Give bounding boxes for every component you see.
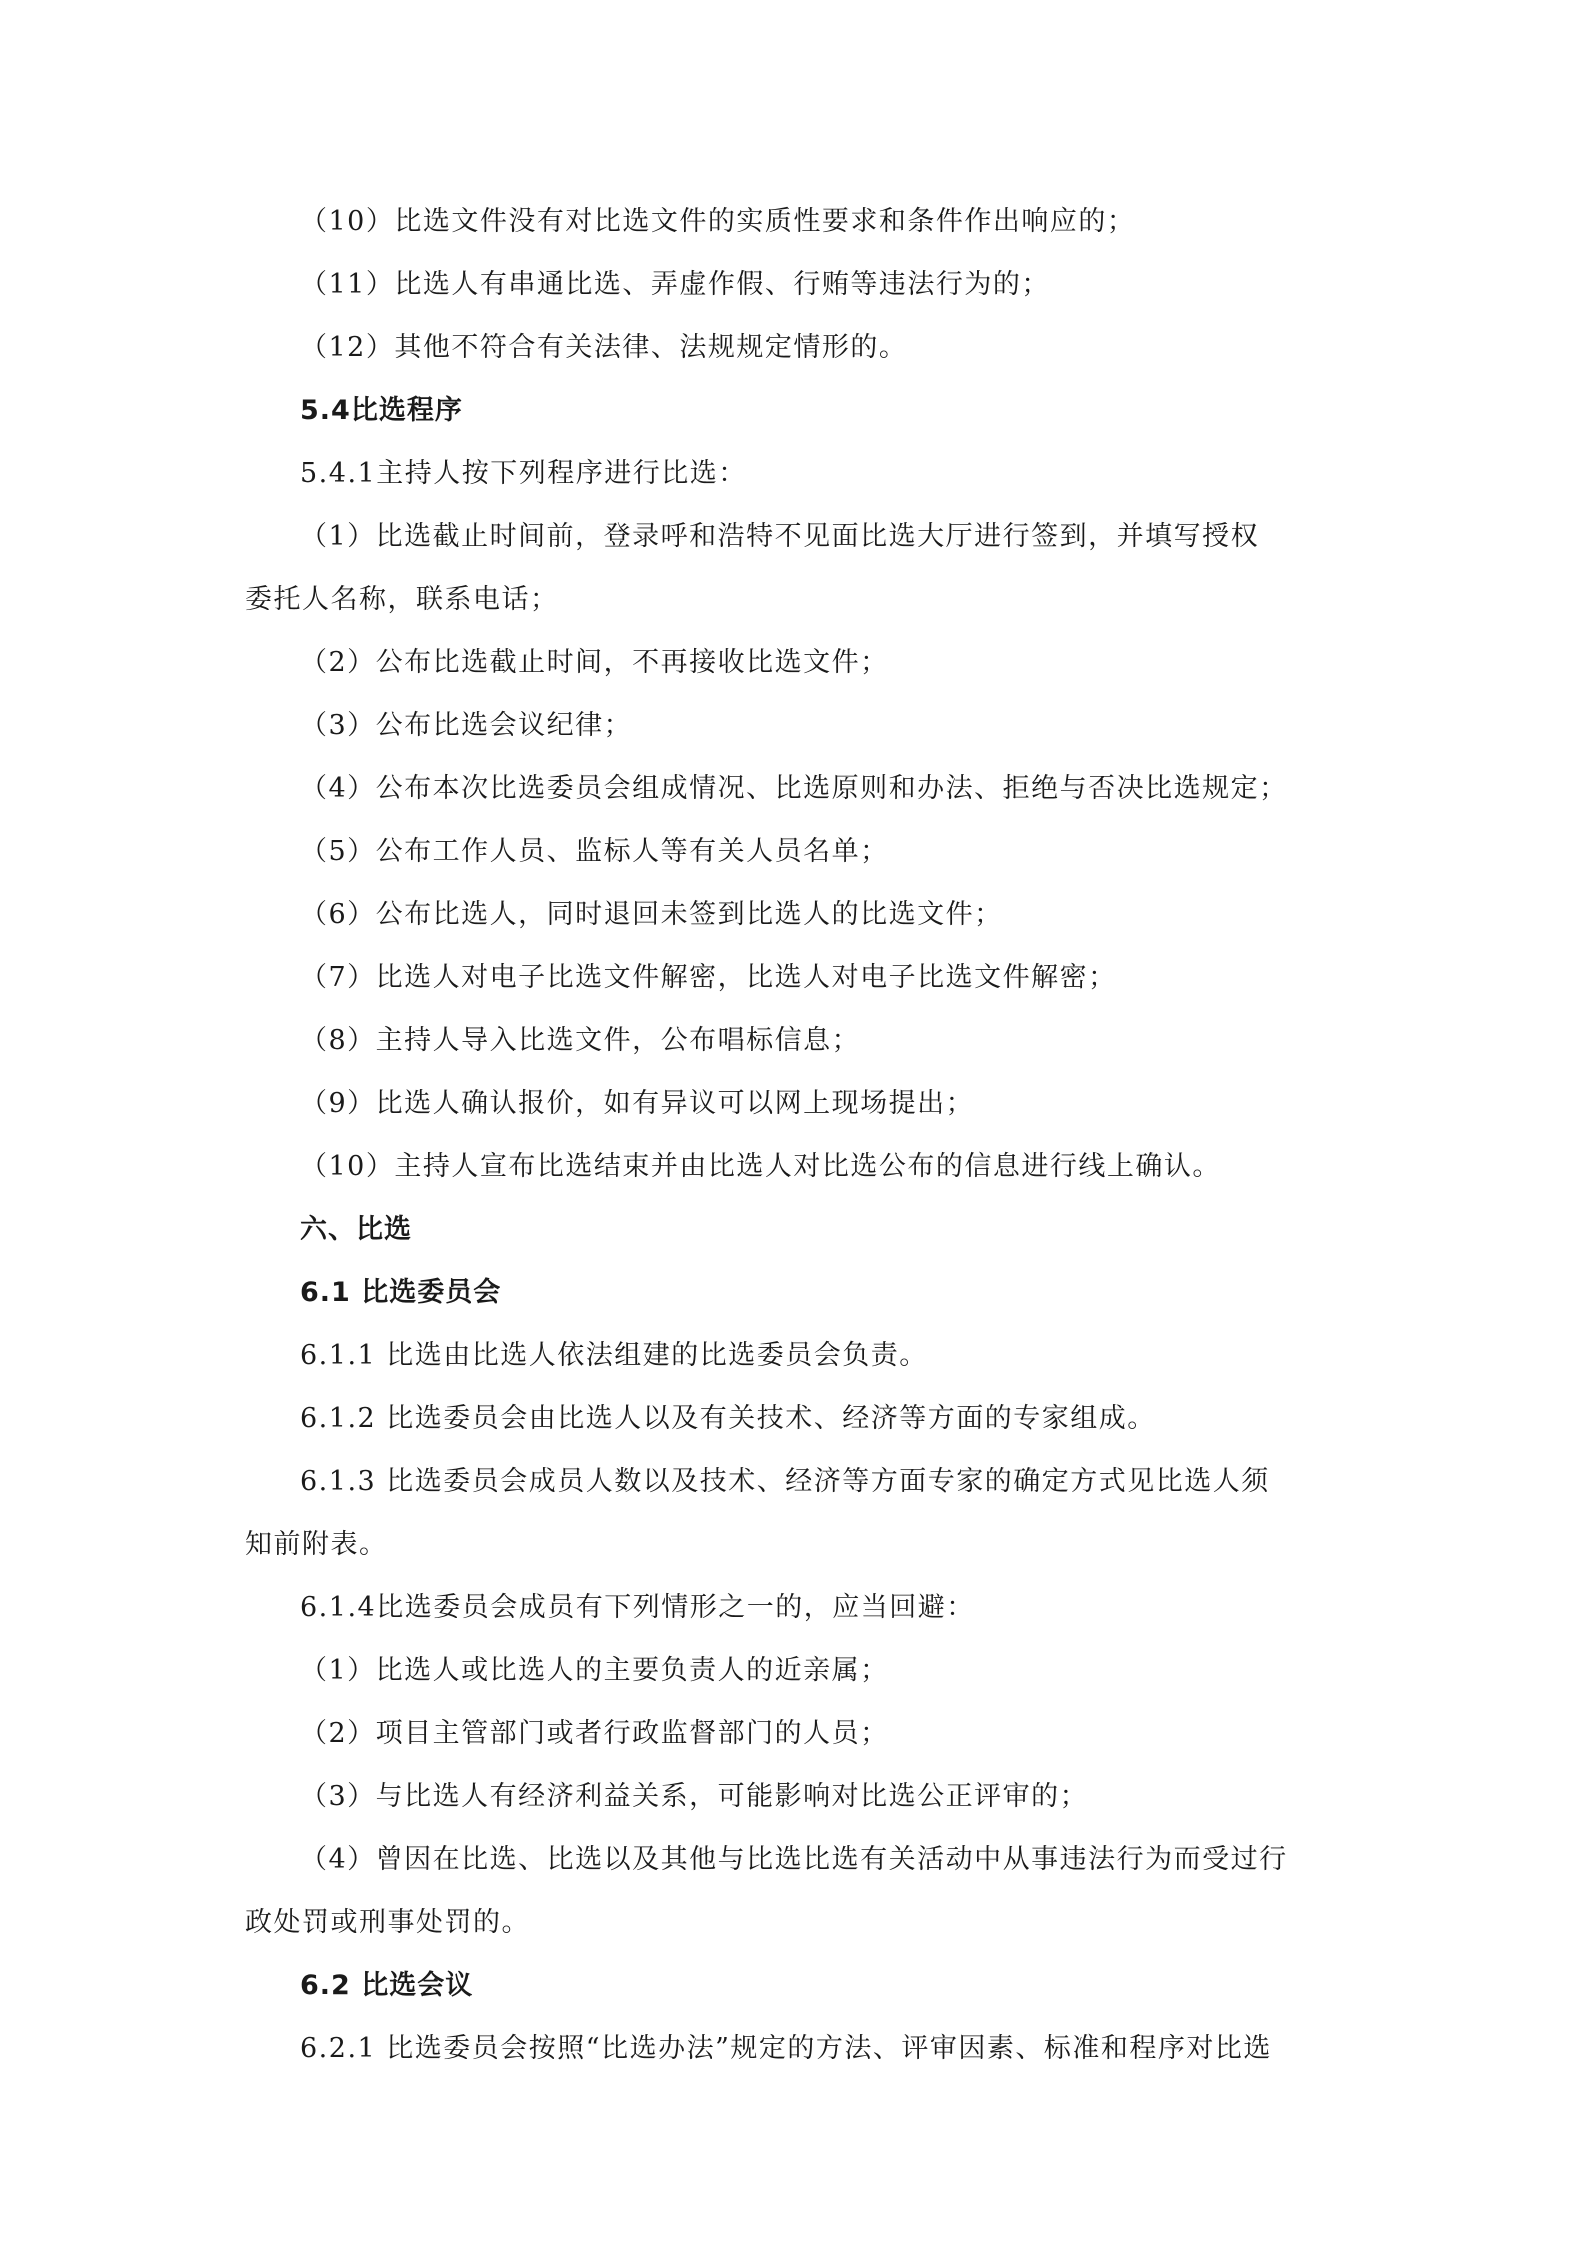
paragraph-line: （2）公布比选截止时间，不再接收比选文件；	[300, 647, 889, 678]
paragraph-line: 6.2.1 比选委员会按照“比选办法”规定的方法、评审因素、标准和程序对比选	[300, 2033, 1272, 2064]
paragraph-line: （6）公布比选人，同时退回未签到比选人的比选文件；	[300, 899, 1003, 930]
paragraph-line: （10）比选文件没有对比选文件的实质性要求和条件作出响应的；	[300, 206, 1136, 237]
paragraph-line: 6.1.1 比选由比选人依法组建的比选委员会负责。	[300, 1340, 928, 1371]
section-heading: 6.1 比选委员会	[300, 1277, 502, 1308]
paragraph-line: 政处罚或刑事处罚的。	[245, 1907, 530, 1938]
paragraph-line: 6.1.4比选委员会成员有下列情形之一的，应当回避：	[300, 1592, 975, 1623]
paragraph-line: （8）主持人导入比选文件，公布唱标信息；	[300, 1025, 861, 1056]
paragraph-line: （11）比选人有串通比选、弄虚作假、行贿等违法行为的；	[300, 269, 1050, 300]
paragraph-line: （7）比选人对电子比选文件解密，比选人对电子比选文件解密；	[300, 962, 1117, 993]
section-heading: 6.2 比选会议	[300, 1970, 474, 2001]
paragraph-line: （9）比选人确认报价，如有异议可以网上现场提出；	[300, 1088, 975, 1119]
paragraph-line: 委托人名称，联系电话；	[245, 584, 559, 615]
paragraph-line: （12）其他不符合有关法律、法规规定情形的。	[300, 332, 908, 363]
paragraph-line: （4）曾因在比选、比选以及其他与比选比选有关活动中从事违法行为而受过行	[300, 1844, 1288, 1875]
paragraph-line: （2）项目主管部门或者行政监督部门的人员；	[300, 1718, 889, 1749]
paragraph-line: （5）公布工作人员、监标人等有关人员名单；	[300, 836, 889, 867]
paragraph-line: （1）比选截止时间前，登录呼和浩特不见面比选大厅进行签到，并填写授权	[300, 521, 1260, 552]
paragraph-line: （4）公布本次比选委员会组成情况、比选原则和办法、拒绝与否决比选规定；	[300, 773, 1288, 804]
paragraph-line: 知前附表。	[245, 1529, 388, 1560]
paragraph-line: （3）公布比选会议纪律；	[300, 710, 633, 741]
paragraph-line: （3）与比选人有经济利益关系，可能影响对比选公正评审的；	[300, 1781, 1089, 1812]
section-heading: 5.4比选程序	[300, 395, 463, 426]
paragraph-line: （1）比选人或比选人的主要负责人的近亲属；	[300, 1655, 889, 1686]
paragraph-line: 5.4.1主持人按下列程序进行比选：	[300, 458, 747, 489]
paragraph-line: （10）主持人宣布比选结束并由比选人对比选公布的信息进行线上确认。	[300, 1151, 1221, 1182]
chapter-heading: 六、比选	[300, 1214, 412, 1245]
paragraph-line: 6.1.2 比选委员会由比选人以及有关技术、经济等方面的专家组成。	[300, 1403, 1156, 1434]
paragraph-line: 6.1.3 比选委员会成员人数以及技术、经济等方面专家的确定方式见比选人须	[300, 1466, 1270, 1497]
